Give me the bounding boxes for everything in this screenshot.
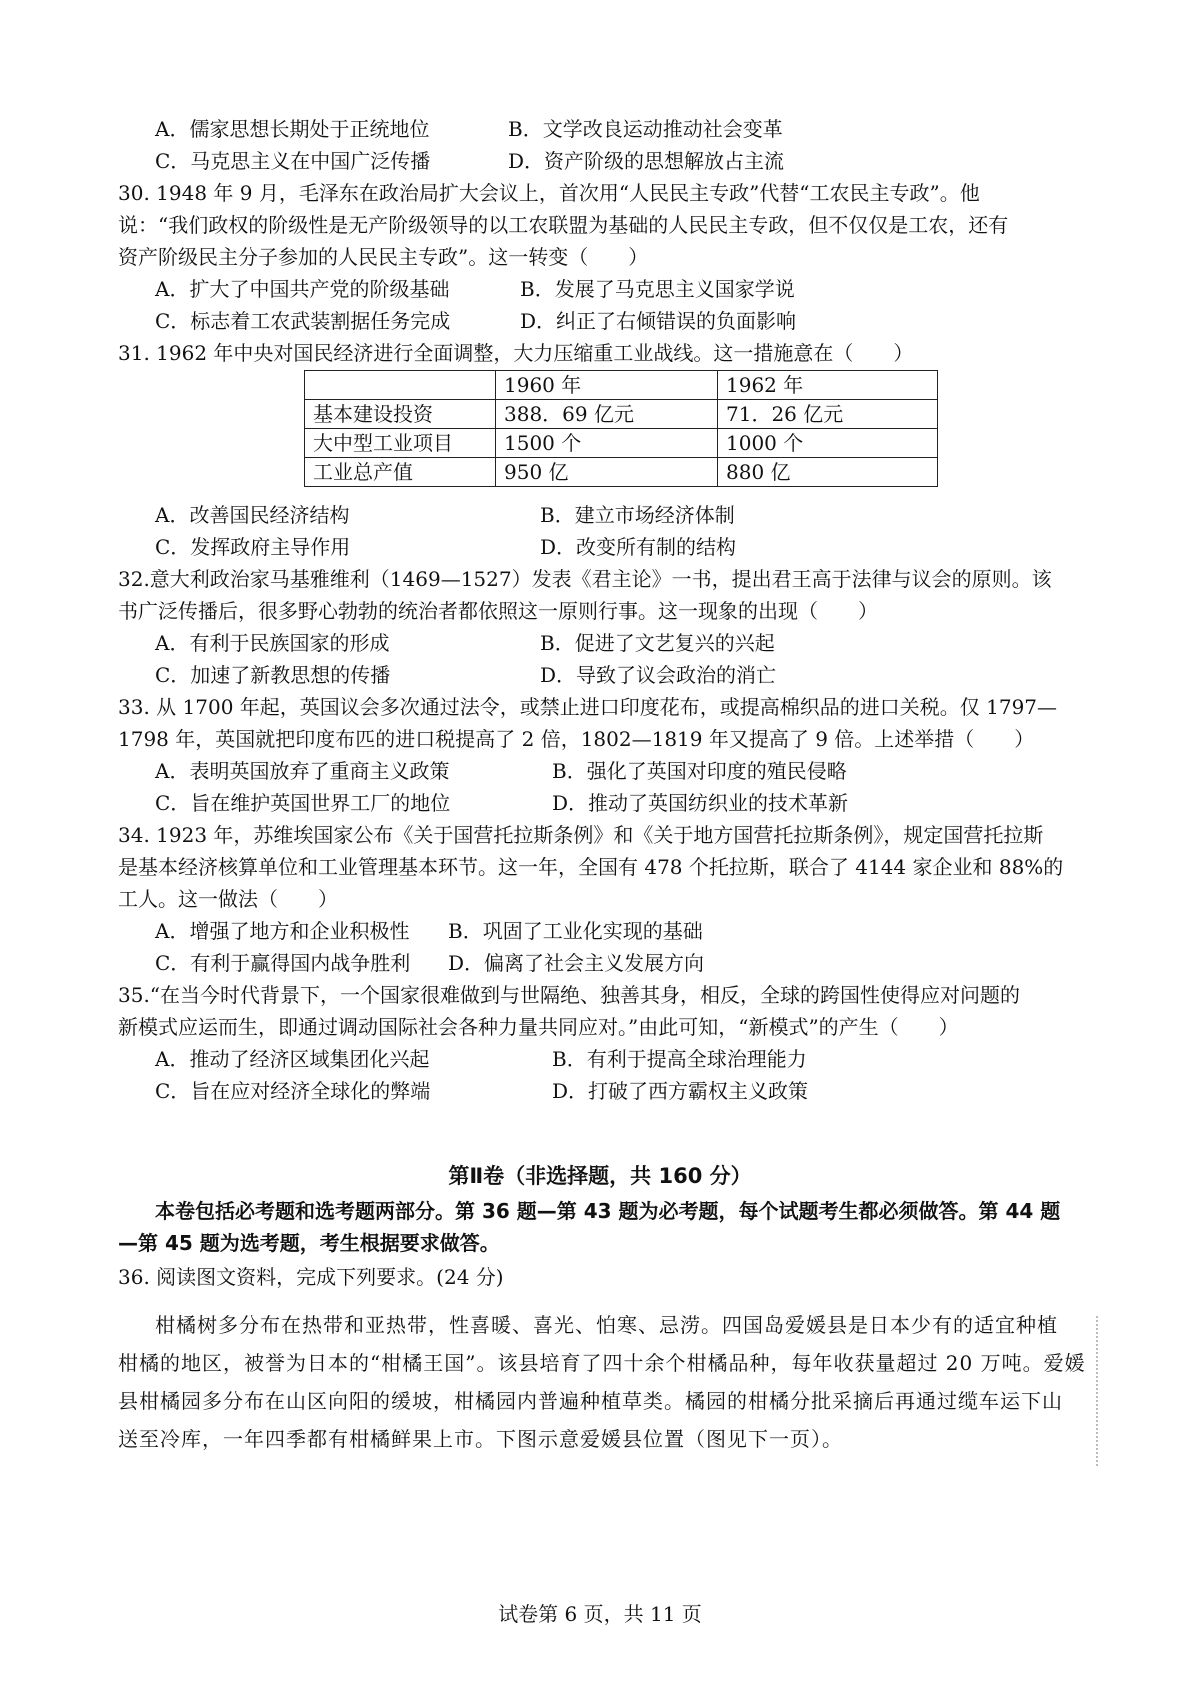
- q32-option-a: A．有利于民族国家的形成: [155, 631, 390, 655]
- table-cell: 1962 年: [718, 371, 938, 400]
- q32-option-c: C．加速了新教思想的传播: [155, 663, 391, 687]
- q31-option-a: A．改善国民经济结构: [155, 503, 350, 527]
- q36-material-line3: 县柑橘园多分布在山区向阳的缓坡，柑橘园内普遍种植草类。橘园的柑橘分批采摘后再通过缆车运下山: [118, 1389, 1063, 1413]
- table-row: [305, 458, 938, 487]
- q34-option-d: D．偏离了社会主义发展方向: [448, 951, 705, 975]
- table-cell: 71．26 亿元: [718, 400, 938, 429]
- q35-stem-line1: 35.“在当今时代背景下，一个国家很难做到与世隔绝、独善其身，相反，全球的跨国性使得应对问题的: [118, 983, 1021, 1007]
- table-cell: 1960 年: [496, 371, 718, 400]
- q35-stem-line2: 新模式应运而生，即通过调动国际社会各种力量共同应对。”由此可知，“新模式”的产生（ ）: [118, 1015, 959, 1039]
- section-2-intro-line1: 本卷包括必考题和选考题两部分。第 36 题—第 43 题为必考题，每个试题考生都必须做答。第 44 题: [155, 1199, 1061, 1223]
- q33-option-d: D．推动了英国纺织业的技术革新: [552, 791, 849, 815]
- q32-option-d: D．导致了议会政治的消亡: [540, 663, 777, 687]
- q33-stem-line2: 1798 年，英国就把印度布匹的进口税提高了 2 倍，1802—1819 年又提高了 9 倍。上述举措（ ）: [118, 727, 1035, 751]
- table-row: [305, 429, 938, 458]
- q32-stem-line2: 书广泛传播后，很多野心勃勃的统治者都依照这一原则行事。这一现象的出现（ ）: [118, 599, 878, 623]
- q36-stem-line1: 36. 阅读图文资料，完成下列要求。(24 分): [118, 1265, 504, 1289]
- q32-stem-line1: 32.意大利政治家马基雅维利（1469—1527）发表《君主论》一书，提出君王高于法律与议会的原则。该: [118, 567, 1052, 591]
- page-footer: 试卷第 6 页，共 11 页: [498, 1602, 702, 1626]
- table-cell: 388．69 亿元: [496, 400, 718, 429]
- q34-option-c: C．有利于赢得国内战争胜利: [155, 951, 411, 975]
- table-cell: 1500 个: [496, 429, 718, 458]
- q34-stem-line3: 工人。这一做法（ ）: [118, 887, 338, 911]
- q31-data-table: [304, 370, 938, 487]
- q34-option-a: A．增强了地方和企业积极性: [155, 919, 410, 943]
- q29-option-a: A．儒家思想长期处于正统地位: [155, 117, 430, 141]
- table-cell: 950 亿: [496, 458, 718, 487]
- q32-option-b: B．促进了文艺复兴的兴起: [540, 631, 775, 655]
- q31-option-c: C．发挥政府主导作用: [155, 535, 351, 559]
- section-2-title: 第Ⅱ卷（非选择题，共 160 分）: [448, 1164, 752, 1188]
- q35-option-d: D．打破了西方霸权主义政策: [552, 1079, 809, 1103]
- table-cell: 工业总产值: [305, 458, 496, 487]
- table-cell: 880 亿: [718, 458, 938, 487]
- q33-stem-line1: 33. 从 1700 年起，英国议会多次通过法令，或禁止进口印度花布，或提高棉织品的进口关税。仅 1797—: [118, 695, 1058, 719]
- table-cell: 1000 个: [718, 429, 938, 458]
- q30-stem-line2: 说：“我们政权的阶级性是无产阶级领导的以工农联盟为基础的人民民主专政，但不仅仅是工农，还有: [118, 213, 1009, 237]
- q36-material-line2: 柑橘的地区，被誉为日本的“柑橘王国”。该县培育了四十余个柑橘品种，每年收获量超过 20 万吨。爱媛: [118, 1351, 1086, 1375]
- q33-option-a: A．表明英国放弃了重商主义政策: [155, 759, 450, 783]
- q31-option-d: D．改变所有制的结构: [540, 535, 737, 559]
- q30-stem-line1: 30. 1948 年 9 月，毛泽东在政治局扩大会议上，首次用“人民民主专政”代替“工农民主专政”。他: [118, 181, 980, 205]
- q34-stem-line1: 34. 1923 年，苏维埃国家公布《关于国营托拉斯条例》和《关于地方国营托拉斯条例》，规定国营托拉斯: [118, 823, 1044, 847]
- q30-option-d: D．纠正了右倾错误的负面影响: [520, 309, 797, 333]
- dotted-margin-line: [1096, 1316, 1098, 1466]
- q36-material-line1: 柑橘树多分布在热带和亚热带，性喜暖、喜光、怕寒、忌涝。四国岛爱媛县是日本少有的适宜种植: [155, 1313, 1058, 1337]
- q33-option-b: B．强化了英国对印度的殖民侵略: [552, 759, 847, 783]
- q35-option-c: C．旨在应对经济全球化的弊端: [155, 1079, 431, 1103]
- q29-option-d: D．资产阶级的思想解放占主流: [508, 149, 785, 173]
- q30-option-b: B．发展了马克思主义国家学说: [520, 277, 795, 301]
- q35-option-a: A．推动了经济区域集团化兴起: [155, 1047, 430, 1071]
- q31-stem-line1: 31. 1962 年中央对国民经济进行全面调整，大力压缩重工业战线。这一措施意在（ ）: [118, 341, 914, 365]
- table-cell: [305, 371, 496, 400]
- q34-stem-line2: 是基本经济核算单位和工业管理基本环节。这一年，全国有 478 个托拉斯，联合了 4144 家企业和 88%的: [118, 855, 1064, 879]
- q31-option-b: B．建立市场经济体制: [540, 503, 735, 527]
- q35-option-b: B．有利于提高全球治理能力: [552, 1047, 807, 1071]
- q30-option-a: A．扩大了中国共产党的阶级基础: [155, 277, 450, 301]
- q34-option-b: B．巩固了工业化实现的基础: [448, 919, 703, 943]
- table-row: [305, 400, 938, 429]
- section-2-intro-line2: —第 45 题为选考题，考生根据要求做答。: [118, 1231, 500, 1255]
- q30-option-c: C．标志着工农武装割据任务完成: [155, 309, 451, 333]
- q36-material-line4: 送至冷库，一年四季都有柑橘鲜果上市。下图示意爱媛县位置（图见下一页）。: [118, 1427, 843, 1451]
- table-cell: 基本建设投资: [305, 400, 496, 429]
- table-cell: 大中型工业项目: [305, 429, 496, 458]
- q33-option-c: C．旨在维护英国世界工厂的地位: [155, 791, 451, 815]
- table-header-row: [305, 371, 938, 400]
- q30-stem-line3: 资产阶级民主分子参加的人民民主专政”。这一转变（ ）: [118, 245, 649, 269]
- q29-option-b: B．文学改良运动推动社会变革: [508, 117, 783, 141]
- q29-option-c: C．马克思主义在中国广泛传播: [155, 149, 431, 173]
